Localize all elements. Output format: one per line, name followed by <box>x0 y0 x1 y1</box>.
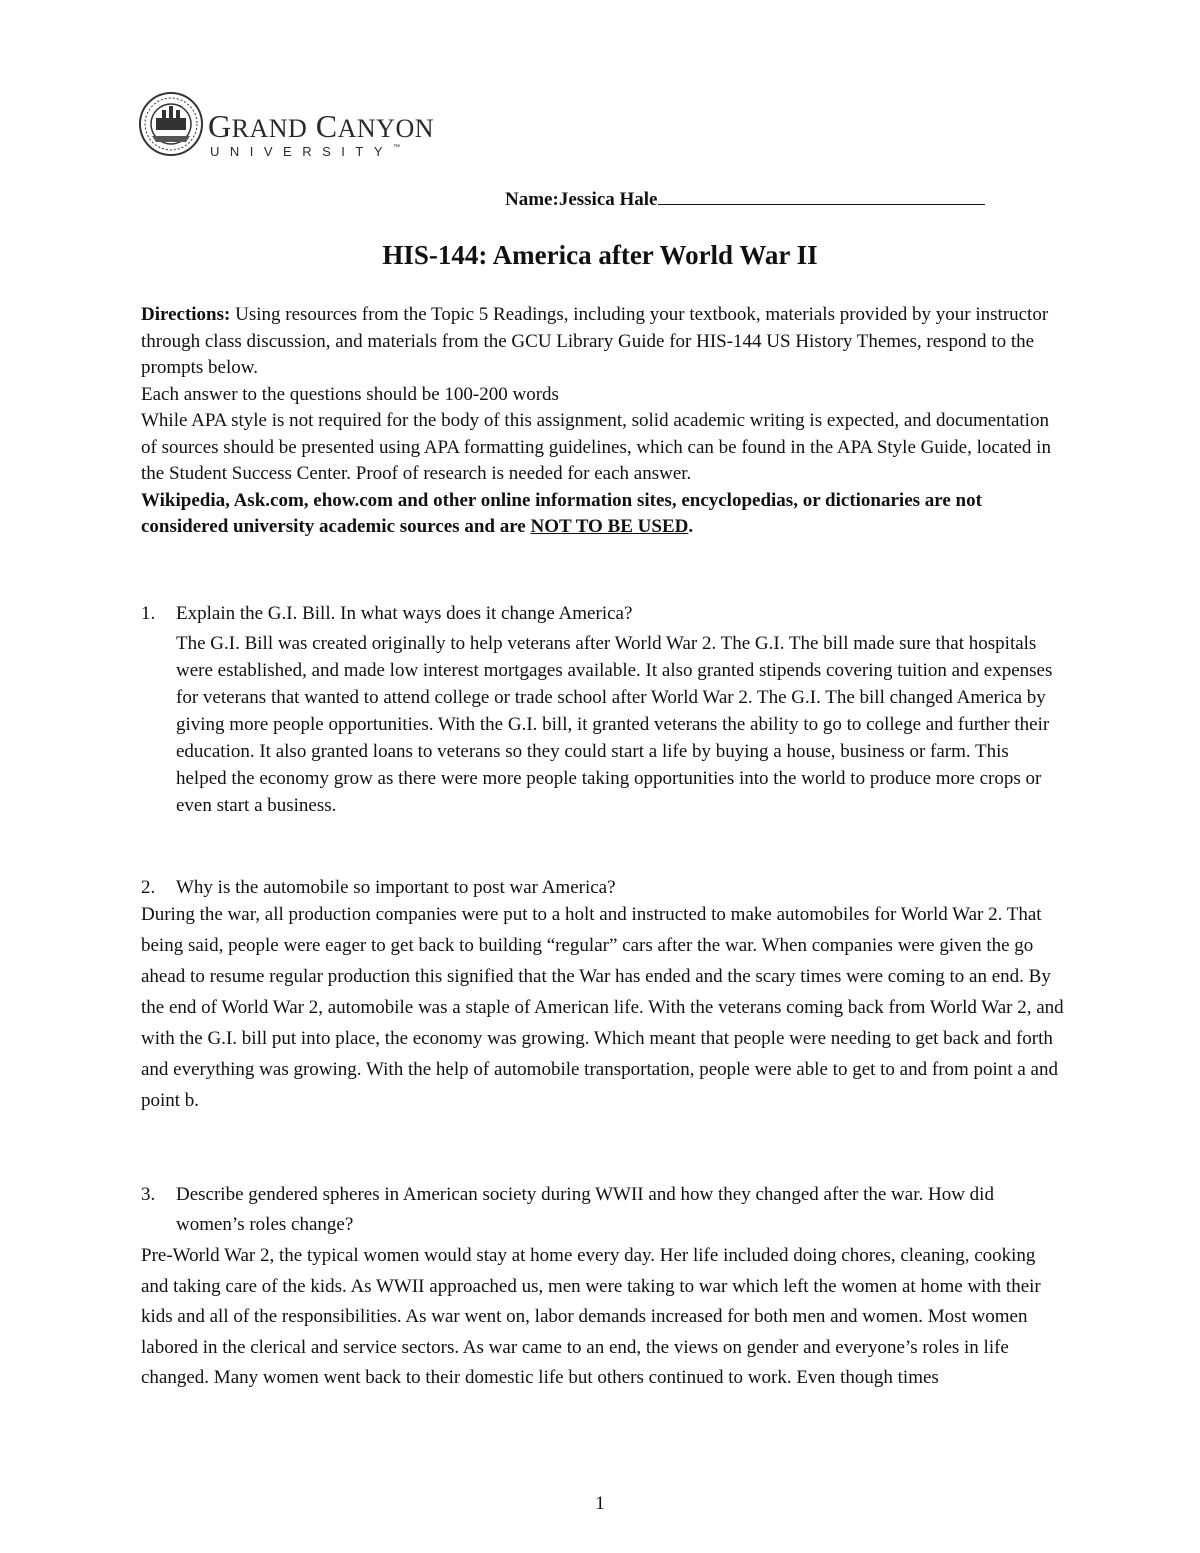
question-2 <box>141 874 1061 901</box>
answer-3: Pre-World War 2, the typical women would stay at home every day. Her life included doing chores, cleaning, cooking and taking care of the kids. As WWII approached us, men were taking to war which left the women at home with their kids and all of the responsibilities. As war went on, labor demands increased for both men and women. Most women labored in the clerical and service sectors. As war came to an end, the views on gender and everyone’s roles in life changed. Many women went back to their domestic life but others continued to work. Even though times <box>141 1245 1041 1388</box>
document-title: HIS-144: America after World War II <box>382 240 818 270</box>
logo-wordmark: GRAND CANYON <box>208 108 435 144</box>
question-prompt: Describe gendered spheres in American society during WWII and how they changed after the war. How did women’s roles change? <box>176 1184 994 1235</box>
question-3 <box>141 1180 1061 1240</box>
page-number: 1 <box>595 1493 605 1514</box>
name-value: Jessica Hale <box>558 189 658 210</box>
answer-1: The G.I. Bill was created originally to help veterans after World War 2. The G.I. The bill made sure that hospitals were established, and made low interest mortgages available. It also granted stipends covering tuition and expenses for veterans that wanted to attend college or trade school after World War 2. The G.I. The bill changed America by giving more people opportunities. With the G.I. bill, it granted veterans the ability to go to college and further their education. It also granted loans to veterans so they could start a life by buying a house, business or farm. This helped the economy grow as there were more people taking opportunities into the world to produce more crops or even start a business. <box>176 633 1053 816</box>
answer-2: During the war, all production companies were put to a holt and instructed to make automobiles for World War 2. That being said, people were eager to get back to building “regular” cars after the war. When companies were given the go ahead to resume regular production this signified that the War has ended and the scary times were coming to an end. By the end of World War 2, automobile was a staple of American life. With the veterans coming back from World War 2, and with the G.I. bill put into place, the economy was growing. Which meant that people were needing to get back and forth and everything was growing. With the help of automobile transportation, people were able to get to and from point a and point b. <box>141 904 1064 1111</box>
not-to-be-used: NOT TO BE USED <box>530 516 689 537</box>
university-logo <box>138 88 458 162</box>
logo-subtitle: UNIVERSITY™ <box>210 144 401 159</box>
question-prompt: Why is the automobile so important to post war America? <box>176 877 616 898</box>
name-underline <box>658 186 985 205</box>
directions-text-2: Each answer to the questions should be 100-200 words <box>141 383 559 405</box>
question-1 <box>141 600 1061 627</box>
directions-section <box>141 302 1061 541</box>
university-seal-icon <box>138 88 204 160</box>
student-name-line <box>505 186 985 211</box>
directions-text-1: Using resources from the Topic 5 Readings, including your textbook, materials provided by your instructor through class discussion, and materials from the GCU Library Guide for HIS-144 US History Themes, respond to the prompts below. <box>141 304 1049 378</box>
name-label: Name: <box>505 189 559 210</box>
question-number: 3. <box>141 1184 156 1205</box>
sources-warning: Wikipedia, Ask.com, ehow.com and other online information sites, encyclopedias, or dictionaries are not considered university academic sources and are NOT TO BE USED. <box>141 489 982 537</box>
directions-text-3: While APA style is not required for the body of this assignment, solid academic writing is expected, and documentation of sources should be presented using APA formatting guidelines, which can be found in the APA Style Guide, located in the Student Success Center. Proof of research is needed for each answer. <box>141 410 1051 484</box>
question-number: 2. <box>141 877 156 898</box>
question-prompt: Explain the G.I. Bill. In what ways does it change America? <box>176 603 633 624</box>
question-number: 1. <box>141 603 156 624</box>
directions-label: Directions: <box>141 304 231 325</box>
